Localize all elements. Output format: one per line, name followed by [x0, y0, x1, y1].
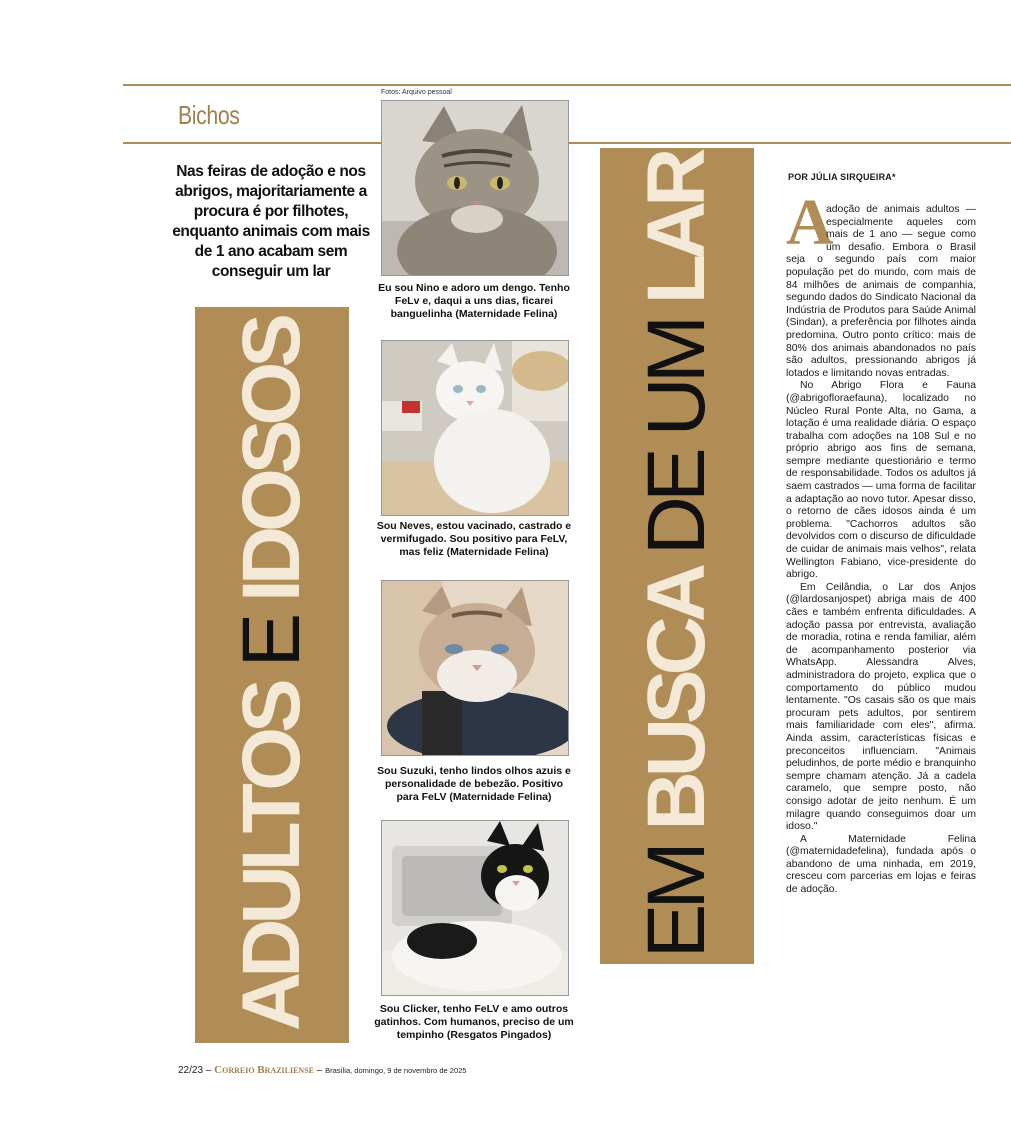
drop-cap: A: [786, 186, 834, 259]
title-banner-left: [195, 307, 349, 1043]
cat-suzuki-image: [382, 581, 568, 755]
footer-separator: –: [316, 1065, 323, 1076]
dek: Nas feiras de adoção e nos abrigos, majoritariamente a procura é por filhotes, enquanto animais com mais de 1 ano acabam sem conseguir um lar: [172, 163, 370, 280]
photo-caption: Sou Suzuki, tenho lindos olhos azuis e personalidade de bebezão. Positivo para FeLV (Maternidade Felina): [377, 765, 571, 803]
photo-caption: Sou Neves, estou vacinado, castrado e vermifugado. Sou positivo para FeLV, mas feliz (Maternidade Felina): [376, 520, 572, 558]
title-banner-right: [600, 148, 754, 964]
article-paragraph: adoção de animais adultos — especialmente aqueles com mais de 1 ano — segue como um desafio. Embora o Brasil seja o segundo país com maior população pet do mundo, com mais de 84 milhões de animais de companhia, segundo dados do Sindicato Nacional da Indústria de Produtos para Saúde Animal (Sindan), a preferência por filhotes ainda predomina. Outro ponto crítico: mais de 80% dos animais abandonados no país são adultos, pressionando abrigos já lotados e limitando novas entradas.: [786, 204, 976, 379]
title-word: IDOSOS: [226, 319, 317, 602]
dropcap-spacer: [786, 204, 826, 250]
footer-separator: –: [205, 1065, 212, 1076]
title-word: DE UM: [631, 304, 722, 556]
title-word: EM: [631, 830, 722, 959]
photo-credit: Fotos: Arquivo pessoal: [381, 89, 452, 96]
article-paragraph: Em Ceilândia, o Lar dos Anjos (@lardosanjospet) abriga mais de 400 cães e também enfrenta dificuldades. A adoção passa por entrevista, avaliação de moradia, rotina e renda familiar, além de acompanhamento posterior via WhatsApp. Alessandra Alves, administradora do projeto, explica que o comportamento do público mudou lentamente. "Os casais são os que mais procuram pets adultos, por sentirem mais familiaridade com eles", afirma. Ainda assim, características físicas e preconceitos influenciam. "Animais peludinhos, de porte médio e branquinho sempre chamam atenção. Já a cadela caramelo, que sempre posto, não consigo adotar de jeito nenhum. É um milagre quando conseguimos doar um idoso.": [786, 581, 976, 833]
cat-tabby-image: [382, 101, 568, 275]
section-label: Bichos: [178, 100, 240, 130]
footer-dateline: Brasília, domingo, 9 de novembro de 2025: [325, 1066, 467, 1075]
header-top-rule: [123, 84, 1011, 86]
newspaper-brand: Correio Braziliense: [214, 1064, 314, 1076]
cat-white-image: [382, 341, 568, 515]
cat-photo-neves: [381, 340, 569, 516]
title-word: BUSCA: [631, 555, 722, 831]
title-word: E: [226, 601, 317, 668]
cat-photo-clicker: [381, 820, 569, 996]
cat-photo-suzuki: [381, 580, 569, 756]
title-part2: [631, 153, 722, 959]
byline: POR JÚLIA SIRQUEIRA*: [788, 172, 896, 182]
article-body: [786, 204, 976, 897]
article-paragraph: A Maternidade Felina (@maternidadefelina), fundada após o abandono de uma ninhada, em 2019, cresceu com parcerias em lojas e feiras de adoção.: [786, 833, 976, 896]
title-part1: [226, 319, 317, 1031]
page-numbers: 22/23: [178, 1065, 204, 1076]
page-footer: [178, 1064, 466, 1076]
article-paragraph: No Abrigo Flora e Fauna (@abrigofloraefauna), localizado no Núcleo Rural Ponte Alta, no Gama, a lotação é uma realidade diária. O espaço trabalha com adoções na 108 Sul e no próprio abrigo aos fins de semana, sempre mediante questionário e termo de responsabilidade. Todos os adultos já saem castrados — uma forma de facilitar a adaptação ao novo tutor. Apesar disso, o retorno de cães idosos ainda é um problema. "Cachorros adultos são devolvidos com o discurso de dificuldade de cuidar de animais mais velhos", relata Wellington Fabiano, vice-presidente do abrigo.: [786, 380, 976, 581]
photo-caption: Sou Clicker, tenho FeLV e amo outros gatinhos. Com humanos, preciso de um tempinho (Resgatos Pingados): [374, 1003, 574, 1041]
cat-clicker-image: [382, 821, 568, 995]
photo-caption: Eu sou Nino e adoro um dengo. Tenho FeLv e, daqui a uns dias, ficarei banguelinha (Maternidade Felina): [378, 282, 570, 320]
cat-photo-nino: [381, 100, 569, 276]
title-word: ADULTOS: [226, 667, 317, 1031]
title-word: LAR: [631, 153, 722, 305]
